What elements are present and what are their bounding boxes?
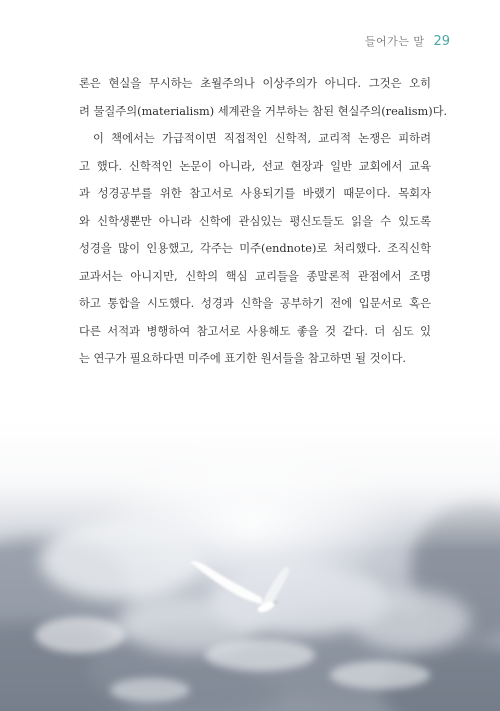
text-line: 와 신학생뿐만 아니라 신학에 관심있는 평신도들도 읽을 수 있도록: [79, 214, 431, 228]
text-line: 성경을 많이 인용했고, 각주는 미주(endnote)로 처리했다. 조직신학: [79, 242, 431, 255]
chapter-title: 들어가는 말: [364, 35, 425, 48]
text-line: 다른 서적과 병행하여 참고서로 사용해도 좋을 것 같다. 더 심도 있: [79, 324, 431, 338]
text-line: 교과서는 아니지만, 신학의 핵심 교리들을 종말론적 관점에서 조명: [79, 269, 431, 283]
text-line: 려 물질주의(materialism) 세계관을 거부하는 참된 현실주의(realism)다.: [79, 104, 448, 118]
text-line: 과 성경공부를 위한 참고서로 사용되기를 바랬기 때문이다. 목회자: [79, 187, 431, 200]
text-line: 는 연구가 필요하다면 미주에 표기한 원서들을 참고하면 될 것이다.: [79, 352, 406, 365]
text-line: 론은 현실을 무시하는 초월주의나 이상주의가 아니다. 그것은 오히: [79, 77, 431, 90]
text-line: 고 했다. 신학적인 논문이 아니라, 선교 현장과 일반 교회에서 교육: [79, 159, 431, 173]
text-line: 하고 통합을 시도했다. 성경과 신학을 공부하기 전에 입문서로 혹은: [79, 297, 431, 310]
seagull-sky-illustration: [0, 420, 500, 711]
running-header: [365, 33, 450, 49]
page-number: 29: [433, 34, 450, 49]
body-text: [79, 70, 448, 373]
paragraph-first-line: 이 책에서는 가급적이면 직접적인 신학적, 교리적 논쟁은 피하려: [93, 132, 431, 145]
